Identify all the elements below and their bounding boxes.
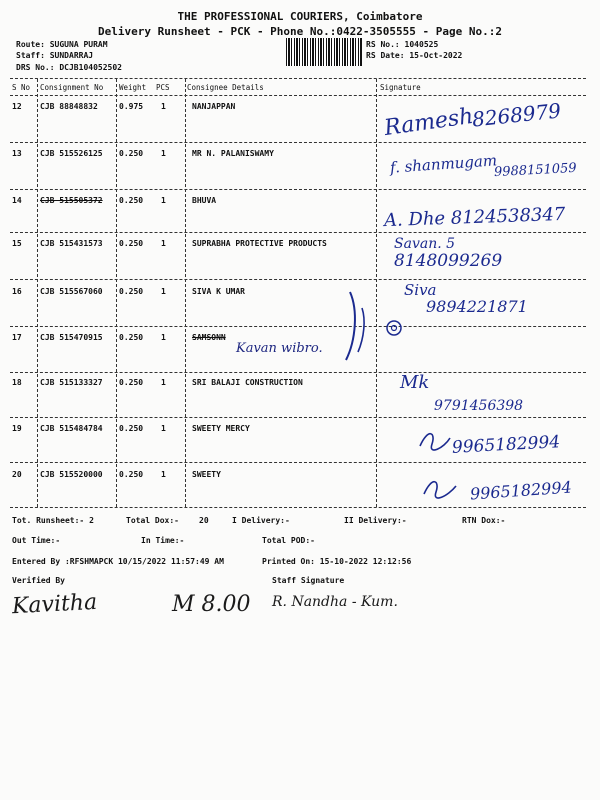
row-pcs: 1 bbox=[161, 196, 166, 205]
row-sno: 15 bbox=[12, 239, 22, 248]
printed-on: Printed On: 15-10-2022 12:12:56 bbox=[262, 557, 412, 566]
row-weight: 0.975 bbox=[119, 102, 144, 111]
row-sno: 16 bbox=[12, 287, 22, 296]
phone-row-13: 9988151059 bbox=[493, 160, 578, 181]
signature-row-16: Siva bbox=[404, 281, 437, 299]
staff-line: Staff: SUNDARRAJ bbox=[16, 51, 94, 60]
total-pod: Total POD:- bbox=[262, 536, 315, 545]
row-consignment: CJB 515484784 bbox=[40, 424, 103, 433]
row-weight: 0.250 bbox=[119, 196, 144, 205]
col-weight: Weight bbox=[119, 83, 147, 92]
phone-row-12: 8268979 bbox=[470, 98, 563, 132]
row-consignment: CJB 515526125 bbox=[40, 149, 103, 158]
out-time: Out Time:- bbox=[12, 536, 61, 545]
col-sno: S No bbox=[12, 83, 31, 92]
row-consignee: SWEETY MERCY bbox=[192, 424, 250, 433]
row-consignee: MR N. PALANISWAMY bbox=[192, 149, 274, 158]
row-sno: 20 bbox=[12, 470, 22, 479]
in-time: In Time:- bbox=[141, 536, 185, 545]
row-sno: 17 bbox=[12, 333, 22, 342]
row-consignment: CJB 515470915 bbox=[40, 333, 103, 342]
row-sno: 12 bbox=[12, 102, 22, 111]
entered-by: Entered By :RFSHMAPCK 10/15/2022 11:57:49 AM bbox=[12, 557, 224, 566]
row-sno: 14 bbox=[12, 196, 22, 205]
ii-delivery: II Delivery:- bbox=[344, 516, 407, 525]
row-consignment: CJB 88848832 bbox=[40, 102, 98, 111]
note-row-17: Kavan wibro. bbox=[236, 341, 323, 356]
row-consignee: SRI BALAJI CONSTRUCTION bbox=[192, 378, 303, 387]
verified-signature: Kavitha bbox=[11, 589, 98, 620]
row-consignee: SIVA K UMAR bbox=[192, 287, 245, 296]
row-weight: 0.250 bbox=[119, 378, 144, 387]
row-pcs: 1 bbox=[161, 239, 166, 248]
signature-row-12: Ramesh bbox=[382, 103, 475, 142]
total-dox-label: Total Dox:- bbox=[126, 516, 179, 525]
row-consignment: CJB 515505372 bbox=[40, 196, 103, 205]
middle-signature: M 8.00 bbox=[172, 592, 251, 617]
route-line: Route: SUGUNA PURAM bbox=[16, 40, 108, 49]
row-weight: 0.250 bbox=[119, 424, 144, 433]
row-pcs: 1 bbox=[161, 287, 166, 296]
signature-row-13: f. shanmugam bbox=[389, 151, 498, 177]
signature-row-14: A. Dhe 8124538347 bbox=[383, 203, 566, 232]
col-signature: Signature bbox=[380, 83, 421, 92]
row-consignment: CJB 515520000 bbox=[40, 470, 103, 479]
row-pcs: 1 bbox=[161, 149, 166, 158]
phone-row-15: 8148099269 bbox=[394, 251, 503, 271]
row-consignee: SUPRABHA PROTECTIVE PRODUCTS bbox=[192, 239, 327, 248]
phone-row-18: 9791456398 bbox=[434, 398, 524, 414]
row-consignee: NANJAPPAN bbox=[192, 102, 236, 111]
row-consignment: CJB 515431573 bbox=[40, 239, 103, 248]
row-pcs: 1 bbox=[161, 470, 166, 479]
row-weight: 0.250 bbox=[119, 333, 144, 342]
row-pcs: 1 bbox=[161, 102, 166, 111]
total-dox-value: 20 bbox=[199, 516, 209, 525]
row-weight: 0.250 bbox=[119, 470, 144, 479]
row-sno: 19 bbox=[12, 424, 22, 433]
staff-signature-label: Staff Signature bbox=[272, 576, 345, 585]
staff-signature: R. Nandha - Kum. bbox=[272, 594, 398, 610]
row-weight: 0.250 bbox=[119, 239, 144, 248]
row-sno: 13 bbox=[12, 149, 22, 158]
col-pcs: PCS bbox=[156, 83, 170, 92]
row-weight: 0.250 bbox=[119, 287, 144, 296]
row-consignment: CJB 515133327 bbox=[40, 378, 103, 387]
tot-runsheet: Tot. Runsheet:- 2 bbox=[12, 516, 94, 525]
col-consignment: Consignment No bbox=[40, 83, 104, 92]
row-weight: 0.250 bbox=[119, 149, 144, 158]
row-pcs: 1 bbox=[161, 333, 166, 342]
company-name: THE PROFESSIONAL COURIERS, Coimbatore bbox=[177, 10, 423, 23]
runsheet-title: Delivery Runsheet - PCK - Phone No.:0422-3505555 - Page No.:2 bbox=[98, 25, 502, 38]
phone-row-16: 9894221871 bbox=[426, 297, 528, 316]
phone-row-19: 9965182994 bbox=[451, 432, 561, 458]
row-pcs: 1 bbox=[161, 424, 166, 433]
row-consignee: SAMSONN bbox=[192, 333, 226, 342]
rs-no-line: RS No.: 1040525 bbox=[366, 40, 439, 49]
col-consignee: Consignee Details bbox=[187, 83, 264, 92]
row-consignee: BHUVA bbox=[192, 196, 217, 205]
row-consignment: CJB 515567060 bbox=[40, 287, 103, 296]
drs-line: DRS No.: DCJB104052502 bbox=[16, 63, 122, 72]
signature-row-15: Savan. 5 bbox=[394, 236, 456, 252]
i-delivery: I Delivery:- bbox=[232, 516, 290, 525]
row-pcs: 1 bbox=[161, 378, 166, 387]
phone-row-20: 9965182994 bbox=[469, 477, 573, 504]
row-consignee: SWEETY bbox=[192, 470, 221, 479]
verified-by-label: Verified By bbox=[12, 576, 65, 585]
signature-row-18: Mk bbox=[400, 372, 430, 393]
rtn-dox: RTN Dox:- bbox=[462, 516, 506, 525]
row-sno: 18 bbox=[12, 378, 22, 387]
rs-date-line: RS Date: 15-Oct-2022 bbox=[366, 51, 463, 60]
